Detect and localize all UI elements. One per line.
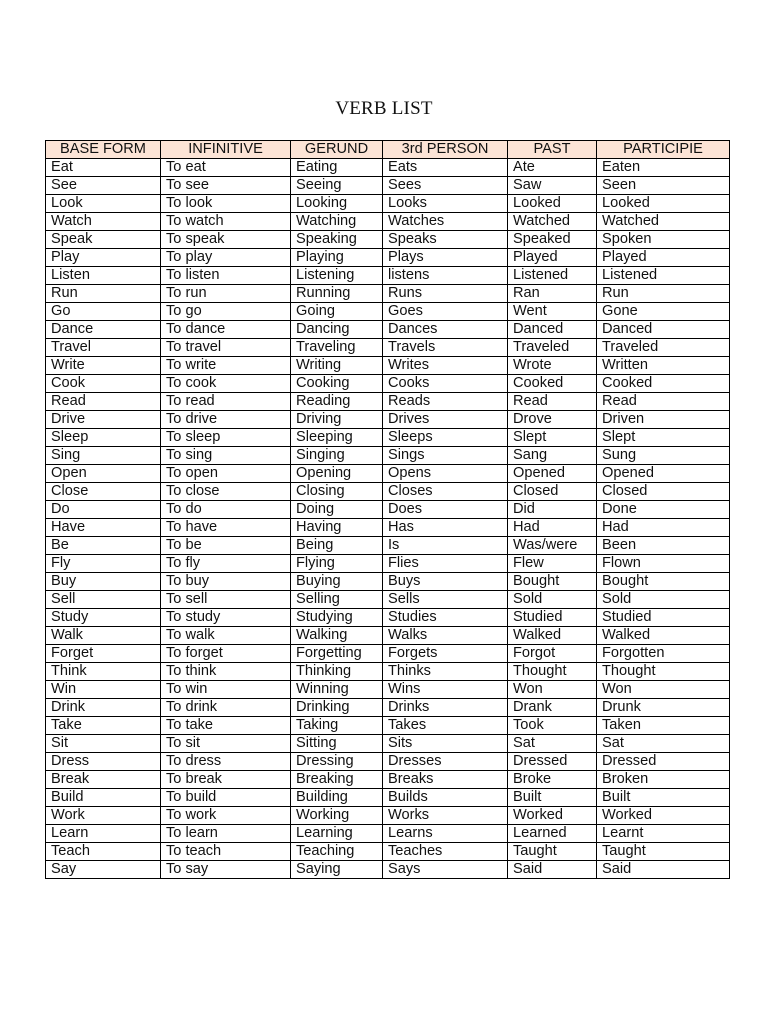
table-row	[46, 159, 730, 177]
header-past: PAST	[508, 141, 597, 159]
base-form-cell: Sit	[46, 735, 161, 753]
past-cell: Built	[508, 789, 597, 807]
gerund-cell: Winning	[291, 681, 383, 699]
third-person-cell: Sleeps	[383, 429, 508, 447]
gerund-cell: Being	[291, 537, 383, 555]
base-form-cell: Drink	[46, 699, 161, 717]
third-person-cell: Watches	[383, 213, 508, 231]
past-cell: Sat	[508, 735, 597, 753]
past-cell: Danced	[508, 321, 597, 339]
table-row	[46, 609, 730, 627]
participle-cell: Forgotten	[597, 645, 730, 663]
infinitive-cell: To sell	[161, 591, 291, 609]
table-row	[46, 285, 730, 303]
third-person-cell: Wins	[383, 681, 508, 699]
gerund-cell: Buying	[291, 573, 383, 591]
third-person-cell: Reads	[383, 393, 508, 411]
gerund-cell: Opening	[291, 465, 383, 483]
infinitive-cell: To sleep	[161, 429, 291, 447]
third-person-cell: Teaches	[383, 843, 508, 861]
infinitive-cell: To take	[161, 717, 291, 735]
infinitive-cell: To listen	[161, 267, 291, 285]
table-row	[46, 195, 730, 213]
infinitive-cell: To say	[161, 861, 291, 879]
participle-cell: Studied	[597, 609, 730, 627]
gerund-cell: Watching	[291, 213, 383, 231]
third-person-cell: Sits	[383, 735, 508, 753]
third-person-cell: Writes	[383, 357, 508, 375]
third-person-cell: Cooks	[383, 375, 508, 393]
base-form-cell: Say	[46, 861, 161, 879]
table-row	[46, 501, 730, 519]
participle-cell: Said	[597, 861, 730, 879]
participle-cell: Eaten	[597, 159, 730, 177]
past-cell: Played	[508, 249, 597, 267]
gerund-cell: Looking	[291, 195, 383, 213]
participle-cell: Taught	[597, 843, 730, 861]
third-person-cell: Sees	[383, 177, 508, 195]
gerund-cell: Cooking	[291, 375, 383, 393]
participle-cell: Slept	[597, 429, 730, 447]
past-cell: Dressed	[508, 753, 597, 771]
gerund-cell: Selling	[291, 591, 383, 609]
infinitive-cell: To close	[161, 483, 291, 501]
past-cell: Broke	[508, 771, 597, 789]
participle-cell: Built	[597, 789, 730, 807]
third-person-cell: Forgets	[383, 645, 508, 663]
table-row	[46, 789, 730, 807]
gerund-cell: Reading	[291, 393, 383, 411]
infinitive-cell: To build	[161, 789, 291, 807]
gerund-cell: Breaking	[291, 771, 383, 789]
infinitive-cell: To fly	[161, 555, 291, 573]
participle-cell: Sung	[597, 447, 730, 465]
participle-cell: Watched	[597, 213, 730, 231]
past-cell: Went	[508, 303, 597, 321]
participle-cell: Closed	[597, 483, 730, 501]
infinitive-cell: To sit	[161, 735, 291, 753]
infinitive-cell: To eat	[161, 159, 291, 177]
base-form-cell: Build	[46, 789, 161, 807]
table-row	[46, 645, 730, 663]
table-row	[46, 339, 730, 357]
page-title: VERB LIST	[335, 98, 433, 119]
infinitive-cell: To go	[161, 303, 291, 321]
table-row	[46, 573, 730, 591]
participle-cell: Danced	[597, 321, 730, 339]
infinitive-cell: To travel	[161, 339, 291, 357]
gerund-cell: Running	[291, 285, 383, 303]
third-person-cell: Drinks	[383, 699, 508, 717]
table-row	[46, 627, 730, 645]
past-cell: Slept	[508, 429, 597, 447]
base-form-cell: See	[46, 177, 161, 195]
third-person-cell: Looks	[383, 195, 508, 213]
base-form-cell: Play	[46, 249, 161, 267]
gerund-cell: Walking	[291, 627, 383, 645]
participle-cell: Broken	[597, 771, 730, 789]
gerund-cell: Dressing	[291, 753, 383, 771]
base-form-cell: Buy	[46, 573, 161, 591]
third-person-cell: Buys	[383, 573, 508, 591]
past-cell: Drank	[508, 699, 597, 717]
past-cell: Walked	[508, 627, 597, 645]
infinitive-cell: To work	[161, 807, 291, 825]
table-row	[46, 555, 730, 573]
table-row	[46, 735, 730, 753]
participle-cell: Had	[597, 519, 730, 537]
participle-cell: Sat	[597, 735, 730, 753]
third-person-cell: Works	[383, 807, 508, 825]
base-form-cell: Work	[46, 807, 161, 825]
past-cell: Looked	[508, 195, 597, 213]
past-cell: Ate	[508, 159, 597, 177]
past-cell: Said	[508, 861, 597, 879]
participle-cell: Gone	[597, 303, 730, 321]
table-row	[46, 411, 730, 429]
base-form-cell: Write	[46, 357, 161, 375]
infinitive-cell: To watch	[161, 213, 291, 231]
infinitive-cell: To open	[161, 465, 291, 483]
past-cell: Sang	[508, 447, 597, 465]
participle-cell: Driven	[597, 411, 730, 429]
past-cell: Flew	[508, 555, 597, 573]
table-row	[46, 591, 730, 609]
infinitive-cell: To forget	[161, 645, 291, 663]
infinitive-cell: To be	[161, 537, 291, 555]
base-form-cell: Sleep	[46, 429, 161, 447]
gerund-cell: Speaking	[291, 231, 383, 249]
past-cell: Did	[508, 501, 597, 519]
base-form-cell: Open	[46, 465, 161, 483]
third-person-cell: Dances	[383, 321, 508, 339]
header-base-form: BASE FORM	[46, 141, 161, 159]
table-row	[46, 375, 730, 393]
infinitive-cell: To sing	[161, 447, 291, 465]
table-row	[46, 717, 730, 735]
gerund-cell: Doing	[291, 501, 383, 519]
past-cell: Watched	[508, 213, 597, 231]
participle-cell: Done	[597, 501, 730, 519]
participle-cell: Worked	[597, 807, 730, 825]
table-row	[46, 303, 730, 321]
past-cell: Listened	[508, 267, 597, 285]
participle-cell: Thought	[597, 663, 730, 681]
table-row	[46, 519, 730, 537]
past-cell: Bought	[508, 573, 597, 591]
base-form-cell: Watch	[46, 213, 161, 231]
third-person-cell: Says	[383, 861, 508, 879]
participle-cell: Drunk	[597, 699, 730, 717]
base-form-cell: Sell	[46, 591, 161, 609]
gerund-cell: Singing	[291, 447, 383, 465]
participle-cell: Run	[597, 285, 730, 303]
third-person-cell: Travels	[383, 339, 508, 357]
gerund-cell: Forgetting	[291, 645, 383, 663]
past-cell: Wrote	[508, 357, 597, 375]
table-row	[46, 753, 730, 771]
infinitive-cell: To drink	[161, 699, 291, 717]
table-row	[46, 177, 730, 195]
table-row	[46, 465, 730, 483]
base-form-cell: Drive	[46, 411, 161, 429]
infinitive-cell: To think	[161, 663, 291, 681]
table-row	[46, 447, 730, 465]
past-cell: Saw	[508, 177, 597, 195]
participle-cell: Walked	[597, 627, 730, 645]
infinitive-cell: To do	[161, 501, 291, 519]
gerund-cell: Closing	[291, 483, 383, 501]
third-person-cell: Is	[383, 537, 508, 555]
participle-cell: Been	[597, 537, 730, 555]
third-person-cell: listens	[383, 267, 508, 285]
participle-cell: Traveled	[597, 339, 730, 357]
gerund-cell: Seeing	[291, 177, 383, 195]
table-row	[46, 483, 730, 501]
base-form-cell: Teach	[46, 843, 161, 861]
gerund-cell: Building	[291, 789, 383, 807]
table-row	[46, 267, 730, 285]
table-row	[46, 249, 730, 267]
third-person-cell: Dresses	[383, 753, 508, 771]
third-person-cell: Eats	[383, 159, 508, 177]
gerund-cell: Playing	[291, 249, 383, 267]
gerund-cell: Saying	[291, 861, 383, 879]
base-form-cell: Forget	[46, 645, 161, 663]
past-cell: Won	[508, 681, 597, 699]
table-row	[46, 393, 730, 411]
base-form-cell: Look	[46, 195, 161, 213]
gerund-cell: Drinking	[291, 699, 383, 717]
participle-cell: Listened	[597, 267, 730, 285]
base-form-cell: Cook	[46, 375, 161, 393]
participle-cell: Sold	[597, 591, 730, 609]
gerund-cell: Going	[291, 303, 383, 321]
third-person-cell: Drives	[383, 411, 508, 429]
past-cell: Had	[508, 519, 597, 537]
base-form-cell: Dance	[46, 321, 161, 339]
third-person-cell: Sells	[383, 591, 508, 609]
base-form-cell: Go	[46, 303, 161, 321]
table-row	[46, 699, 730, 717]
past-cell: Read	[508, 393, 597, 411]
gerund-cell: Having	[291, 519, 383, 537]
table-row	[46, 771, 730, 789]
base-form-cell: Read	[46, 393, 161, 411]
base-form-cell: Take	[46, 717, 161, 735]
participle-cell: Won	[597, 681, 730, 699]
participle-cell: Taken	[597, 717, 730, 735]
third-person-cell: Sings	[383, 447, 508, 465]
table-row	[46, 231, 730, 249]
gerund-cell: Working	[291, 807, 383, 825]
gerund-cell: Sleeping	[291, 429, 383, 447]
table-row	[46, 807, 730, 825]
base-form-cell: Think	[46, 663, 161, 681]
past-cell: Thought	[508, 663, 597, 681]
infinitive-cell: To write	[161, 357, 291, 375]
past-cell: Traveled	[508, 339, 597, 357]
infinitive-cell: To play	[161, 249, 291, 267]
table-row	[46, 321, 730, 339]
gerund-cell: Listening	[291, 267, 383, 285]
past-cell: Speaked	[508, 231, 597, 249]
past-cell: Was/were	[508, 537, 597, 555]
infinitive-cell: To look	[161, 195, 291, 213]
third-person-cell: Breaks	[383, 771, 508, 789]
third-person-cell: Thinks	[383, 663, 508, 681]
table-row	[46, 825, 730, 843]
infinitive-cell: To win	[161, 681, 291, 699]
third-person-cell: Takes	[383, 717, 508, 735]
table-row	[46, 429, 730, 447]
gerund-cell: Teaching	[291, 843, 383, 861]
past-cell: Sold	[508, 591, 597, 609]
third-person-cell: Learns	[383, 825, 508, 843]
infinitive-cell: To cook	[161, 375, 291, 393]
past-cell: Studied	[508, 609, 597, 627]
past-cell: Drove	[508, 411, 597, 429]
gerund-cell: Studying	[291, 609, 383, 627]
infinitive-cell: To break	[161, 771, 291, 789]
table-row	[46, 843, 730, 861]
past-cell: Took	[508, 717, 597, 735]
table-row	[46, 357, 730, 375]
past-cell: Worked	[508, 807, 597, 825]
infinitive-cell: To learn	[161, 825, 291, 843]
past-cell: Taught	[508, 843, 597, 861]
third-person-cell: Does	[383, 501, 508, 519]
infinitive-cell: To read	[161, 393, 291, 411]
third-person-cell: Walks	[383, 627, 508, 645]
third-person-cell: Goes	[383, 303, 508, 321]
header-3rd-person: 3rd PERSON	[383, 141, 508, 159]
participle-cell: Seen	[597, 177, 730, 195]
table-row	[46, 537, 730, 555]
header-gerund: GERUND	[291, 141, 383, 159]
base-form-cell: Dress	[46, 753, 161, 771]
past-cell: Opened	[508, 465, 597, 483]
base-form-cell: Break	[46, 771, 161, 789]
base-form-cell: Have	[46, 519, 161, 537]
past-cell: Cooked	[508, 375, 597, 393]
base-form-cell: Do	[46, 501, 161, 519]
infinitive-cell: To walk	[161, 627, 291, 645]
infinitive-cell: To teach	[161, 843, 291, 861]
third-person-cell: Runs	[383, 285, 508, 303]
gerund-cell: Thinking	[291, 663, 383, 681]
infinitive-cell: To dance	[161, 321, 291, 339]
infinitive-cell: To buy	[161, 573, 291, 591]
infinitive-cell: To study	[161, 609, 291, 627]
participle-cell: Written	[597, 357, 730, 375]
past-cell: Closed	[508, 483, 597, 501]
infinitive-cell: To have	[161, 519, 291, 537]
past-cell: Ran	[508, 285, 597, 303]
table-row	[46, 213, 730, 231]
past-cell: Forgot	[508, 645, 597, 663]
gerund-cell: Traveling	[291, 339, 383, 357]
base-form-cell: Close	[46, 483, 161, 501]
table-row	[46, 663, 730, 681]
gerund-cell: Eating	[291, 159, 383, 177]
infinitive-cell: To see	[161, 177, 291, 195]
infinitive-cell: To run	[161, 285, 291, 303]
past-cell: Learned	[508, 825, 597, 843]
base-form-cell: Fly	[46, 555, 161, 573]
base-form-cell: Win	[46, 681, 161, 699]
participle-cell: Flown	[597, 555, 730, 573]
participle-cell: Read	[597, 393, 730, 411]
third-person-cell: Plays	[383, 249, 508, 267]
third-person-cell: Speaks	[383, 231, 508, 249]
gerund-cell: Taking	[291, 717, 383, 735]
gerund-cell: Dancing	[291, 321, 383, 339]
gerund-cell: Writing	[291, 357, 383, 375]
base-form-cell: Run	[46, 285, 161, 303]
participle-cell: Dressed	[597, 753, 730, 771]
participle-cell: Looked	[597, 195, 730, 213]
third-person-cell: Studies	[383, 609, 508, 627]
participle-cell: Opened	[597, 465, 730, 483]
gerund-cell: Flying	[291, 555, 383, 573]
gerund-cell: Driving	[291, 411, 383, 429]
header-infinitive: INFINITIVE	[161, 141, 291, 159]
participle-cell: Learnt	[597, 825, 730, 843]
base-form-cell: Sing	[46, 447, 161, 465]
base-form-cell: Be	[46, 537, 161, 555]
participle-cell: Spoken	[597, 231, 730, 249]
infinitive-cell: To drive	[161, 411, 291, 429]
participle-cell: Bought	[597, 573, 730, 591]
third-person-cell: Flies	[383, 555, 508, 573]
base-form-cell: Walk	[46, 627, 161, 645]
infinitive-cell: To speak	[161, 231, 291, 249]
header-participle: PARTICIPIE	[597, 141, 730, 159]
gerund-cell: Sitting	[291, 735, 383, 753]
table-row	[46, 681, 730, 699]
verb-table	[45, 140, 730, 879]
gerund-cell: Learning	[291, 825, 383, 843]
verb-table-body	[46, 159, 730, 879]
third-person-cell: Opens	[383, 465, 508, 483]
infinitive-cell: To dress	[161, 753, 291, 771]
base-form-cell: Eat	[46, 159, 161, 177]
third-person-cell: Builds	[383, 789, 508, 807]
table-header-row	[46, 141, 730, 159]
base-form-cell: Listen	[46, 267, 161, 285]
participle-cell: Cooked	[597, 375, 730, 393]
third-person-cell: Closes	[383, 483, 508, 501]
third-person-cell: Has	[383, 519, 508, 537]
table-row	[46, 861, 730, 879]
participle-cell: Played	[597, 249, 730, 267]
base-form-cell: Study	[46, 609, 161, 627]
base-form-cell: Travel	[46, 339, 161, 357]
base-form-cell: Speak	[46, 231, 161, 249]
base-form-cell: Learn	[46, 825, 161, 843]
